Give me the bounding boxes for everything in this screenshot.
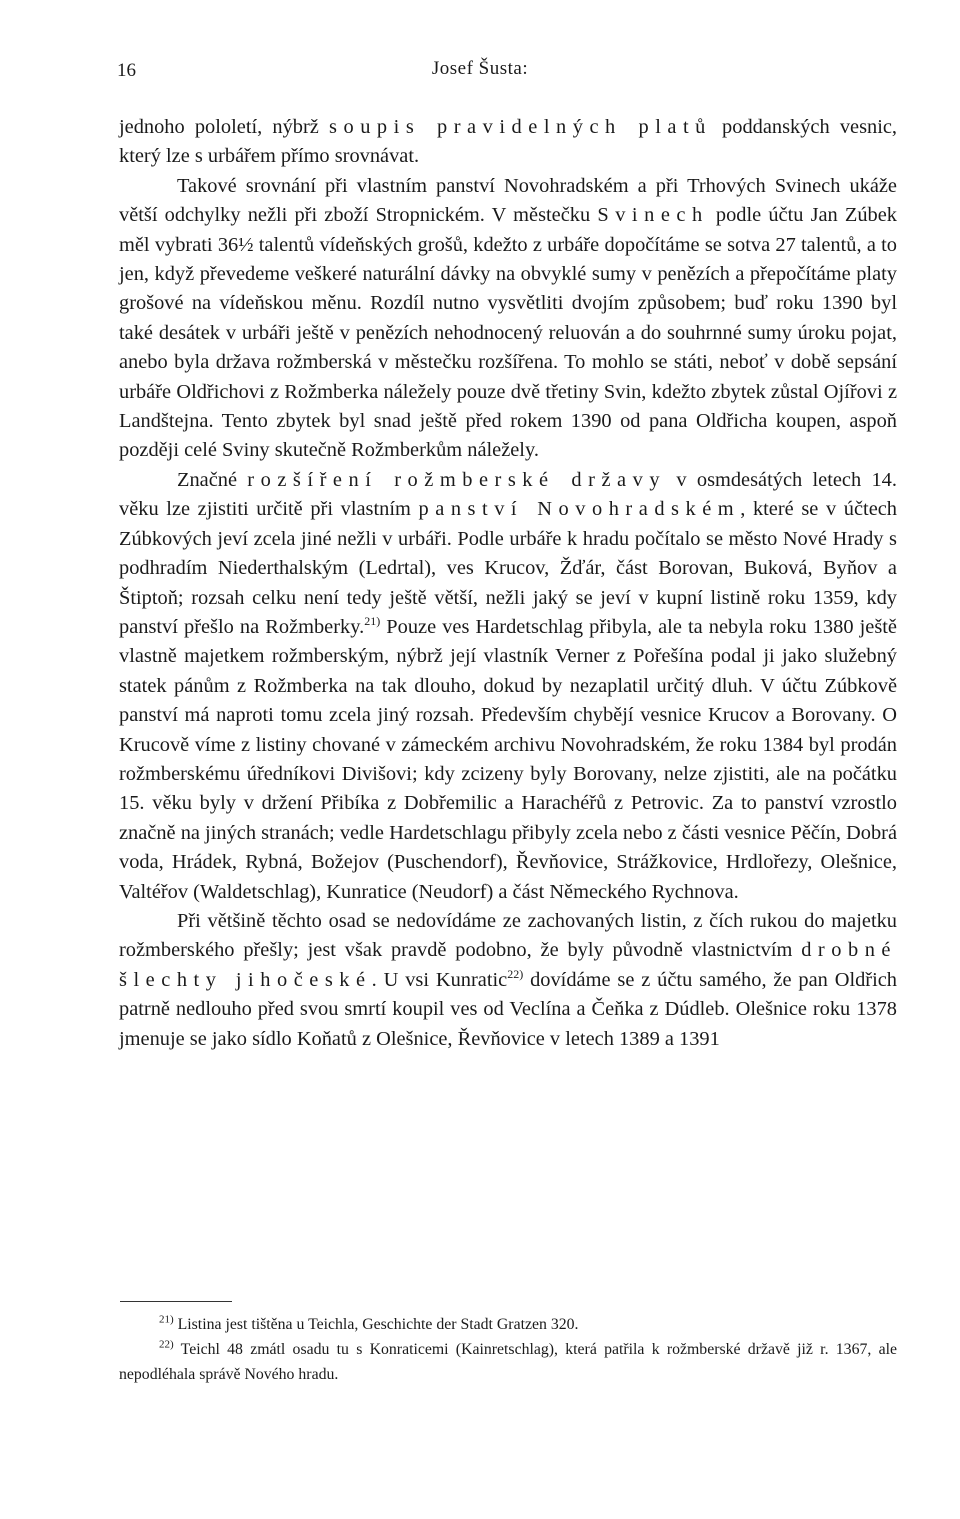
text-run: poddanských vesnic, který lze s urbářem přímo srovnávat. bbox=[119, 116, 898, 168]
footnotes bbox=[119, 1312, 897, 1387]
paragraph-1 bbox=[119, 113, 897, 172]
text-run: , které se v účtech Zúbkových jeví zcela jiné nežli v urbáři. Podle urbáře k hradu počítalo se město Nové Hrady s podhradím Niederthalským (Ledrtal), ves Krucov, Žďár, část Borovan, Buková, Byňov a Štiptoň; rozsah celku není tedy ještě větší, nežli jaký se jeví v kupní listině roku 1359, kdy panství přešlo na Rožmberky. bbox=[119, 498, 897, 638]
spaced-emphasis: rozšíření rožmberské državy bbox=[247, 468, 667, 491]
footnote-ref: 22) bbox=[507, 966, 524, 981]
footnote-rule bbox=[120, 1301, 232, 1302]
footnote-text: Teichl 48 zmátl osadu tu s Konraticemi (Kainretschlag), která patřila k rožmberské državě již r. 1367, ale nepodléhala správě Nového hradu. bbox=[119, 1341, 897, 1383]
running-head: Josef Šusta: bbox=[431, 58, 529, 79]
text-run: jednoho pololetí, nýbrž bbox=[119, 116, 330, 138]
footnote-mark: 21) bbox=[159, 1313, 174, 1326]
footnote-2 bbox=[119, 1337, 897, 1387]
footnote-mark: 22) bbox=[159, 1338, 174, 1351]
text-run: podle účtu Jan Zúbek měl vybrati 36½ talentů vídeňských grošů, kdežto z urbáře dopočítáme se sotva 27 talentů, a to jen, když převedeme veškeré naturální dávky na obvyklé sumy v penězích a přepočítáme platy grošové na vídeňskou měnu. Rozdíl nutno vysvětliti dvojím způsobem; buď roku 1390 byl také desátek v urbáři ještě v penězích nehodnocený reluován a do souhrnné sumy úroku pojat, anebo byla država rožmberská v městečku rozšířena. To mohlo se státi, neboť v době sepsání urbáře Oldřichovi z Rožmberka náležely pouze dvě třetiny Svin, kdežto zbytek zůstal Ojířovi z Landštejna. Tento zbytek byl snad ještě před rokem 1390 od pana Oldřicha koupen, aspoň později celé Sviny skutečně Rožmberkům náležely. bbox=[119, 204, 897, 462]
page-number: 16 bbox=[117, 60, 136, 81]
paragraph-4 bbox=[119, 907, 897, 1054]
paragraph-2 bbox=[119, 172, 897, 466]
spaced-emphasis: Svinech bbox=[597, 204, 709, 227]
text-run: Takové srovnání při vlastním panství Novohradském a při Trhových Svinech ukáže větší odchylky nežli při zboží Stropnickém. V městečku bbox=[119, 174, 897, 227]
paragraph-3 bbox=[119, 466, 897, 907]
text-run: Při většině těchto osad se nedovídáme ze zachovaných listin, z čích rukou do majetku rožmberského přešly; jest však pravdě podobno, že byly původně vlastnictvím bbox=[119, 909, 897, 962]
footnote-ref: 21) bbox=[364, 614, 381, 629]
text-run: v osmdesátých letech 14. věku lze zjistiti určitě při vlastním bbox=[119, 468, 897, 521]
footnote-1 bbox=[119, 1312, 897, 1337]
footnote-text: Listina jest tištěna u Teichla, Geschichte der Stadt Gratzen 320. bbox=[173, 1316, 579, 1333]
text-run: dovídáme se z účtu samého, že pan Oldřich patrně nedlouho před svou smrtí koupil ves od Veclína a Čeňka z Dúdleb. Olešnice roku 1378 jmenuje se jako sídlo Koňatů z Olešnice, Řevňovice v letech 1389 a 1391 bbox=[119, 968, 898, 1050]
text-run: Pouze ves Hardetschlag přibyla, ale ta nebyla roku 1380 ještě vlastně majetkem rožmberským, nýbrž její vlastník Verner z Pořešína podal ji jako služebný statek pánům z Rožmberka na tak dlouho, dokud by nezaplatil určitý dluh. V účtu Zúbkově panství má naproti tomu zcela jiný rozsah. Především chybějí vesnice Krucov a Borovany. O Krucově víme z listiny chované v zámeckém archivu Novohradském, že roku 1384 byl prodán rožmberskému úředníkovi Divišovi; kdy zcizeny byly Borovany, nelze zjistiti, ale na počátku 15. věku byly v držení Přibíka z Dobřemilic a Harachéřů z Petrovic. Za to panství vzrostlo značně na jiných stranách; vedle Hardetschlagu přibyly zcela nebo z části vesnice Pěčín, Dobrá voda, Hrádek, Rybná, Božejov (Puschendorf), Řevňovice, Strážkovice, Hrdlořezy, Olešnice, Valtéřov (Waldetschlag), Kunratice (Neudorf) a část Německého Rychnova. bbox=[119, 615, 897, 903]
body-text bbox=[119, 113, 897, 1054]
text-run: . U vsi Kunratic bbox=[371, 968, 508, 991]
spaced-emphasis: panství Novohradském bbox=[418, 498, 741, 521]
text-run: Značné bbox=[177, 468, 248, 491]
spaced-emphasis: drobné šlechty jihočeské bbox=[119, 939, 897, 991]
spaced-emphasis: soupis pravidelných platů bbox=[329, 116, 712, 138]
